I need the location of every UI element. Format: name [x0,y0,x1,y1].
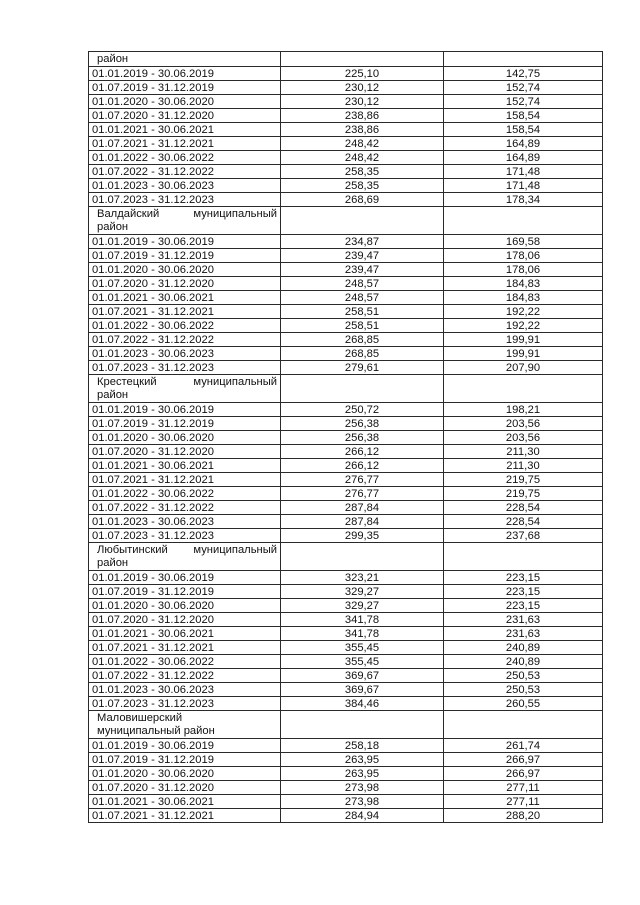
period-cell: 01.01.2023 - 30.06.2023 [89,347,281,361]
table-row [89,669,603,683]
period-cell: 01.01.2023 - 30.06.2023 [89,515,281,529]
value-cell-1: 234,87 [281,235,444,249]
district-name-cell [89,375,281,403]
period-cell: 01.01.2022 - 30.06.2022 [89,487,281,501]
district-name-cell [89,207,281,235]
value-cell-2: 223,15 [444,585,603,599]
value-cell-2: 199,91 [444,347,603,361]
tariff-table-body [89,52,603,823]
period-cell: 01.07.2023 - 31.12.2023 [89,361,281,375]
district-name-line: район [97,389,129,401]
value-cell-1: 230,12 [281,81,444,95]
district-name-line: район [97,221,129,233]
empty-cell [444,52,603,67]
table-row [89,361,603,375]
period-cell: 01.01.2023 - 30.06.2023 [89,683,281,697]
period-cell: 01.01.2021 - 30.06.2021 [89,795,281,809]
table-row [89,585,603,599]
table-row [89,781,603,795]
value-cell-1: 248,42 [281,151,444,165]
value-cell-1: 230,12 [281,95,444,109]
value-cell-2: 192,22 [444,319,603,333]
table-row [89,347,603,361]
district-header-row [89,375,603,403]
period-cell: 01.07.2021 - 31.12.2021 [89,137,281,151]
value-cell-2: 207,90 [444,361,603,375]
value-cell-2: 223,15 [444,599,603,613]
table-row [89,291,603,305]
empty-cell [444,543,603,571]
value-cell-2: 184,83 [444,291,603,305]
value-cell-1: 258,35 [281,165,444,179]
district-name-cell [89,52,281,67]
empty-cell [281,543,444,571]
value-cell-2: 158,54 [444,123,603,137]
district-name-cell [89,711,281,739]
value-cell-2: 219,75 [444,473,603,487]
table-row [89,459,603,473]
value-cell-2: 261,74 [444,739,603,753]
period-cell: 01.01.2020 - 30.06.2020 [89,95,281,109]
value-cell-1: 250,72 [281,403,444,417]
empty-cell [281,711,444,739]
table-row [89,67,603,81]
period-cell: 01.07.2021 - 31.12.2021 [89,473,281,487]
value-cell-1: 355,45 [281,655,444,669]
value-cell-1: 284,94 [281,809,444,823]
tariff-table [88,51,603,823]
period-cell: 01.07.2019 - 31.12.2019 [89,249,281,263]
value-cell-1: 266,12 [281,459,444,473]
value-cell-2: 152,74 [444,95,603,109]
value-cell-1: 258,51 [281,319,444,333]
value-cell-1: 266,12 [281,445,444,459]
value-cell-1: 268,85 [281,333,444,347]
table-row [89,739,603,753]
value-cell-1: 276,77 [281,473,444,487]
value-cell-1: 299,35 [281,529,444,543]
district-header-row [89,52,603,67]
table-row [89,235,603,249]
value-cell-1: 268,85 [281,347,444,361]
value-cell-1: 268,69 [281,193,444,207]
value-cell-1: 239,47 [281,249,444,263]
value-cell-1: 273,98 [281,781,444,795]
table-row [89,515,603,529]
value-cell-1: 258,51 [281,305,444,319]
table-row [89,165,603,179]
value-cell-2: 178,34 [444,193,603,207]
table-row [89,431,603,445]
value-cell-2: 152,74 [444,81,603,95]
period-cell: 01.01.2020 - 30.06.2020 [89,431,281,445]
period-cell: 01.07.2020 - 31.12.2020 [89,445,281,459]
period-cell: 01.01.2023 - 30.06.2023 [89,179,281,193]
table-row [89,487,603,501]
value-cell-1: 225,10 [281,67,444,81]
value-cell-2: 211,30 [444,459,603,473]
value-cell-2: 228,54 [444,515,603,529]
empty-cell [281,375,444,403]
empty-cell [444,207,603,235]
value-cell-2: 260,55 [444,697,603,711]
table-row [89,529,603,543]
period-cell: 01.07.2019 - 31.12.2019 [89,753,281,767]
table-row [89,305,603,319]
value-cell-1: 239,47 [281,263,444,277]
period-cell: 01.07.2021 - 31.12.2021 [89,641,281,655]
table-row [89,795,603,809]
period-cell: 01.01.2020 - 30.06.2020 [89,263,281,277]
district-name-cell [89,543,281,571]
period-cell: 01.07.2023 - 31.12.2023 [89,193,281,207]
value-cell-2: 288,20 [444,809,603,823]
value-cell-2: 169,58 [444,235,603,249]
period-cell: 01.01.2021 - 30.06.2021 [89,291,281,305]
value-cell-1: 341,78 [281,613,444,627]
district-header-row [89,543,603,571]
period-cell: 01.07.2022 - 31.12.2022 [89,669,281,683]
period-cell: 01.07.2022 - 31.12.2022 [89,501,281,515]
table-row [89,473,603,487]
period-cell: 01.07.2022 - 31.12.2022 [89,333,281,347]
table-row [89,753,603,767]
value-cell-2: 158,54 [444,109,603,123]
table-row [89,333,603,347]
value-cell-2: 192,22 [444,305,603,319]
value-cell-2: 250,53 [444,683,603,697]
value-cell-2: 240,89 [444,655,603,669]
period-cell: 01.07.2019 - 31.12.2019 [89,585,281,599]
value-cell-2: 198,21 [444,403,603,417]
table-row [89,627,603,641]
table-row [89,277,603,291]
value-cell-2: 164,89 [444,137,603,151]
value-cell-2: 211,30 [444,445,603,459]
empty-cell [281,207,444,235]
value-cell-2: 171,48 [444,179,603,193]
table-row [89,571,603,585]
value-cell-2: 178,06 [444,263,603,277]
table-row [89,613,603,627]
period-cell: 01.01.2022 - 30.06.2022 [89,319,281,333]
value-cell-2: 266,97 [444,767,603,781]
period-cell: 01.01.2022 - 30.06.2022 [89,151,281,165]
district-name-line: район [97,557,129,569]
value-cell-2: 277,11 [444,795,603,809]
value-cell-1: 369,67 [281,669,444,683]
table-row [89,179,603,193]
period-cell: 01.07.2019 - 31.12.2019 [89,417,281,431]
value-cell-2: 237,68 [444,529,603,543]
table-row [89,95,603,109]
value-cell-1: 276,77 [281,487,444,501]
value-cell-2: 184,83 [444,277,603,291]
period-cell: 01.01.2019 - 30.06.2019 [89,403,281,417]
period-cell: 01.01.2021 - 30.06.2021 [89,123,281,137]
value-cell-2: 223,15 [444,571,603,585]
period-cell: 01.07.2021 - 31.12.2021 [89,305,281,319]
value-cell-1: 323,21 [281,571,444,585]
table-row [89,403,603,417]
value-cell-1: 256,38 [281,431,444,445]
table-row [89,599,603,613]
table-row [89,319,603,333]
empty-cell [444,375,603,403]
period-cell: 01.07.2022 - 31.12.2022 [89,165,281,179]
period-cell: 01.01.2021 - 30.06.2021 [89,627,281,641]
period-cell: 01.01.2021 - 30.06.2021 [89,459,281,473]
value-cell-1: 287,84 [281,501,444,515]
table-row [89,193,603,207]
period-cell: 01.07.2020 - 31.12.2020 [89,613,281,627]
empty-cell [281,52,444,67]
table-row [89,809,603,823]
table-row [89,767,603,781]
period-cell: 01.07.2019 - 31.12.2019 [89,81,281,95]
value-cell-1: 258,18 [281,739,444,753]
period-cell: 01.01.2019 - 30.06.2019 [89,67,281,81]
district-header-row [89,207,603,235]
table-row [89,417,603,431]
value-cell-2: 171,48 [444,165,603,179]
district-name-line: Любытинский муниципальный [97,544,277,556]
table-row [89,683,603,697]
period-cell: 01.07.2020 - 31.12.2020 [89,109,281,123]
table-row [89,501,603,515]
period-cell: 01.07.2020 - 31.12.2020 [89,277,281,291]
table-row [89,151,603,165]
district-name-line: Крестецкий муниципальный [97,376,277,388]
period-cell: 01.07.2023 - 31.12.2023 [89,529,281,543]
empty-cell [444,711,603,739]
value-cell-1: 384,46 [281,697,444,711]
value-cell-1: 287,84 [281,515,444,529]
value-cell-2: 277,11 [444,781,603,795]
district-name-line: Маловишерский [97,712,183,724]
value-cell-2: 199,91 [444,333,603,347]
period-cell: 01.01.2019 - 30.06.2019 [89,571,281,585]
value-cell-1: 238,86 [281,123,444,137]
table-row [89,655,603,669]
table-row [89,445,603,459]
value-cell-1: 355,45 [281,641,444,655]
value-cell-2: 219,75 [444,487,603,501]
period-cell: 01.01.2020 - 30.06.2020 [89,599,281,613]
period-cell: 01.01.2019 - 30.06.2019 [89,235,281,249]
value-cell-1: 329,27 [281,599,444,613]
table-row [89,137,603,151]
value-cell-2: 250,53 [444,669,603,683]
value-cell-1: 256,38 [281,417,444,431]
period-cell: 01.01.2019 - 30.06.2019 [89,739,281,753]
period-cell: 01.07.2021 - 31.12.2021 [89,809,281,823]
value-cell-2: 142,75 [444,67,603,81]
table-row [89,263,603,277]
value-cell-2: 231,63 [444,613,603,627]
value-cell-1: 369,67 [281,683,444,697]
district-name-line: район [97,53,129,65]
value-cell-1: 273,98 [281,795,444,809]
value-cell-1: 248,57 [281,277,444,291]
district-name-line: Валдайский муниципальный [97,208,277,220]
period-cell: 01.01.2022 - 30.06.2022 [89,655,281,669]
value-cell-1: 329,27 [281,585,444,599]
value-cell-2: 266,97 [444,753,603,767]
value-cell-2: 228,54 [444,501,603,515]
table-row [89,123,603,137]
table-row [89,697,603,711]
district-header-row [89,711,603,739]
value-cell-1: 258,35 [281,179,444,193]
table-row [89,109,603,123]
district-name-line: муниципальный район [97,725,215,737]
value-cell-1: 263,95 [281,767,444,781]
value-cell-1: 263,95 [281,753,444,767]
period-cell: 01.07.2020 - 31.12.2020 [89,781,281,795]
value-cell-2: 164,89 [444,151,603,165]
value-cell-2: 240,89 [444,641,603,655]
value-cell-1: 248,42 [281,137,444,151]
period-cell: 01.07.2023 - 31.12.2023 [89,697,281,711]
value-cell-1: 248,57 [281,291,444,305]
value-cell-2: 231,63 [444,627,603,641]
value-cell-2: 203,56 [444,431,603,445]
value-cell-2: 178,06 [444,249,603,263]
value-cell-1: 238,86 [281,109,444,123]
value-cell-1: 279,61 [281,361,444,375]
value-cell-2: 203,56 [444,417,603,431]
period-cell: 01.01.2020 - 30.06.2020 [89,767,281,781]
table-row [89,641,603,655]
table-row [89,249,603,263]
table-row [89,81,603,95]
value-cell-1: 341,78 [281,627,444,641]
